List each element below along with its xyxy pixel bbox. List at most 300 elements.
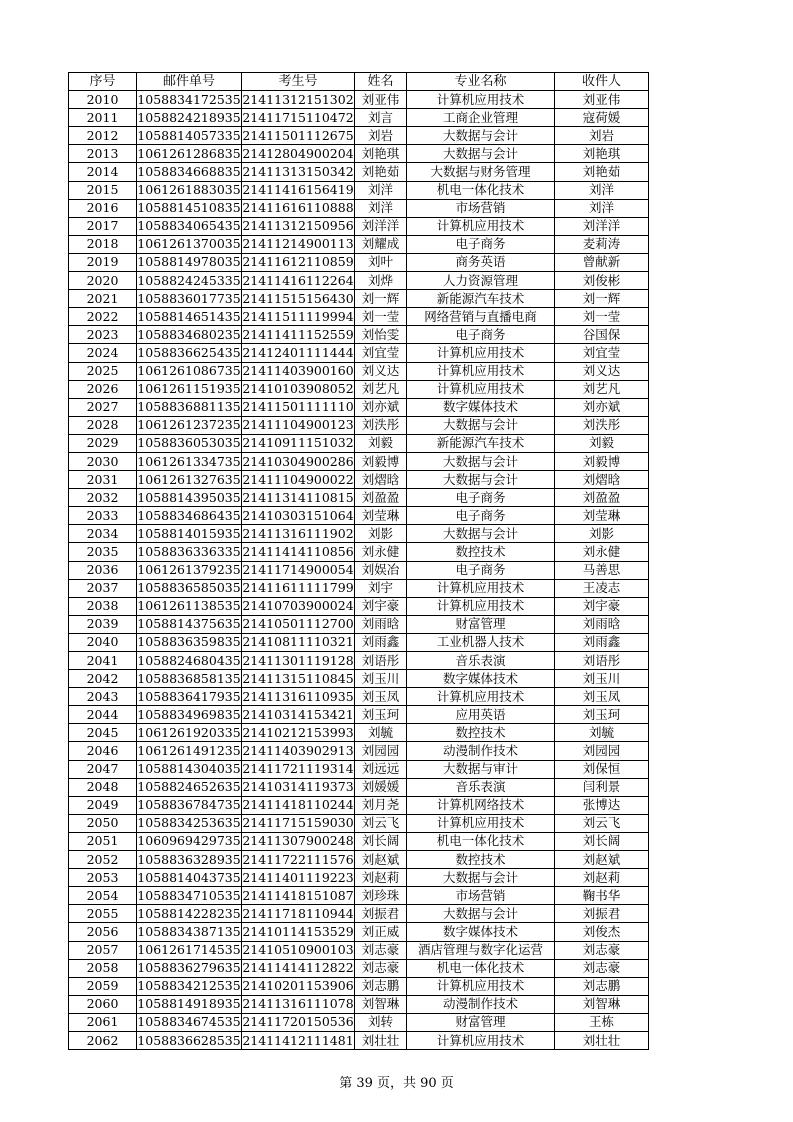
cell-mail-number: 1058836053035	[137, 434, 242, 452]
cell-major: 机电一体化技术	[407, 181, 555, 199]
cell-serial: 2016	[69, 199, 137, 217]
cell-recipient: 闫利景	[555, 778, 649, 796]
table-row	[69, 452, 649, 470]
cell-mail-number: 1061261714535	[137, 941, 242, 959]
cell-mail-number: 1058814015935	[137, 525, 242, 543]
cell-name: 刘智琳	[355, 995, 407, 1013]
cell-exam-number: 21411616110888	[242, 199, 355, 217]
mail-list-table	[68, 72, 649, 1050]
cell-mail-number: 1061261237235	[137, 416, 242, 434]
table-row	[69, 814, 649, 832]
cell-recipient: 刘泆彤	[555, 416, 649, 434]
cell-exam-number: 21411316110935	[242, 688, 355, 706]
table-row	[69, 525, 649, 543]
cell-serial: 2037	[69, 579, 137, 597]
cell-recipient: 刘玉珂	[555, 706, 649, 724]
cell-mail-number: 1061261920335	[137, 724, 242, 742]
cell-name: 刘园园	[355, 742, 407, 760]
cell-exam-number: 21411416112264	[242, 272, 355, 290]
cell-serial: 2041	[69, 652, 137, 670]
cell-mail-number: 1061261883035	[137, 181, 242, 199]
table-row	[69, 760, 649, 778]
cell-mail-number: 1058814043735	[137, 869, 242, 887]
cell-major: 数控技术	[407, 724, 555, 742]
table-row	[69, 326, 649, 344]
cell-serial: 2015	[69, 181, 137, 199]
cell-major: 数字媒体技术	[407, 398, 555, 416]
cell-major: 大数据与审计	[407, 760, 555, 778]
cell-mail-number: 1058814918935	[137, 995, 242, 1013]
cell-name: 刘亦斌	[355, 398, 407, 416]
cell-mail-number: 1058836858135	[137, 670, 242, 688]
cell-mail-number: 1058836017735	[137, 290, 242, 308]
cell-name: 刘耀成	[355, 235, 407, 253]
cell-serial: 2047	[69, 760, 137, 778]
cell-serial: 2058	[69, 959, 137, 977]
table-row	[69, 416, 649, 434]
cell-serial: 2026	[69, 380, 137, 398]
cell-mail-number: 1058834969835	[137, 706, 242, 724]
cell-mail-number: 1061261491235	[137, 742, 242, 760]
cell-mail-number: 1061261086735	[137, 362, 242, 380]
cell-exam-number: 21410510900103	[242, 941, 355, 959]
cell-name: 刘亚伟	[355, 91, 407, 109]
cell-name: 刘洋	[355, 181, 407, 199]
cell-serial: 2051	[69, 832, 137, 850]
header-serial: 序号	[69, 73, 137, 91]
cell-name: 刘志豪	[355, 959, 407, 977]
cell-mail-number: 1058834065435	[137, 217, 242, 235]
cell-major: 动漫制作技术	[407, 995, 555, 1013]
cell-recipient: 寇荷媛	[555, 109, 649, 127]
cell-mail-number: 1058824680435	[137, 652, 242, 670]
cell-exam-number: 21410501112700	[242, 615, 355, 633]
cell-mail-number: 1058834680235	[137, 326, 242, 344]
cell-name: 刘一辉	[355, 290, 407, 308]
table-row	[69, 905, 649, 923]
cell-recipient: 刘盈盈	[555, 489, 649, 507]
cell-name: 刘艳琪	[355, 145, 407, 163]
cell-name: 刘永健	[355, 543, 407, 561]
cell-name: 刘宇豪	[355, 597, 407, 615]
cell-major: 应用英语	[407, 706, 555, 724]
cell-mail-number: 1058836359835	[137, 633, 242, 651]
cell-mail-number: 1058834686435	[137, 507, 242, 525]
cell-serial: 2022	[69, 308, 137, 326]
cell-mail-number: 1061261370035	[137, 235, 242, 253]
table-row	[69, 253, 649, 271]
cell-recipient: 刘玉凤	[555, 688, 649, 706]
cell-recipient: 刘俊彬	[555, 272, 649, 290]
header-mail-number: 邮件单号	[137, 73, 242, 91]
cell-major: 新能源汽车技术	[407, 290, 555, 308]
cell-serial: 2049	[69, 796, 137, 814]
header-recipient: 收件人	[555, 73, 649, 91]
cell-mail-number: 1058834253635	[137, 814, 242, 832]
cell-major: 电子商务	[407, 326, 555, 344]
table-row	[69, 1013, 649, 1031]
cell-major: 数控技术	[407, 543, 555, 561]
cell-major: 电子商务	[407, 235, 555, 253]
table-row	[69, 127, 649, 145]
cell-exam-number: 21412401111444	[242, 344, 355, 362]
cell-recipient: 刘一莹	[555, 308, 649, 326]
table-row	[69, 217, 649, 235]
cell-exam-number: 21411214900113	[242, 235, 355, 253]
table-row	[69, 109, 649, 127]
header-major: 专业名称	[407, 73, 555, 91]
table-row	[69, 145, 649, 163]
table-row	[69, 887, 649, 905]
cell-serial: 2038	[69, 597, 137, 615]
cell-recipient: 刘宜莹	[555, 344, 649, 362]
cell-recipient: 刘志豪	[555, 959, 649, 977]
cell-major: 音乐表演	[407, 778, 555, 796]
cell-exam-number: 21411722111576	[242, 851, 355, 869]
table-row	[69, 561, 649, 579]
cell-serial: 2014	[69, 163, 137, 181]
cell-name: 刘洋	[355, 199, 407, 217]
header-name: 姓名	[355, 73, 407, 91]
table-row	[69, 832, 649, 850]
cell-exam-number: 21411715159030	[242, 814, 355, 832]
table-row	[69, 471, 649, 489]
cell-exam-number: 21411312150956	[242, 217, 355, 235]
cell-mail-number: 1061261286835	[137, 145, 242, 163]
cell-mail-number: 1058834674535	[137, 1013, 242, 1031]
cell-recipient: 刘影	[555, 525, 649, 543]
cell-recipient: 刘志鹏	[555, 977, 649, 995]
cell-major: 机电一体化技术	[407, 959, 555, 977]
cell-name: 刘毓	[355, 724, 407, 742]
cell-exam-number: 21411314110815	[242, 489, 355, 507]
cell-exam-number: 21411316111078	[242, 995, 355, 1013]
table-row	[69, 507, 649, 525]
cell-serial: 2055	[69, 905, 137, 923]
cell-serial: 2050	[69, 814, 137, 832]
cell-recipient: 刘洋洋	[555, 217, 649, 235]
cell-serial: 2025	[69, 362, 137, 380]
cell-serial: 2053	[69, 869, 137, 887]
cell-mail-number: 1058836784735	[137, 796, 242, 814]
cell-name: 刘言	[355, 109, 407, 127]
cell-exam-number: 21410314153421	[242, 706, 355, 724]
cell-exam-number: 21411403902913	[242, 742, 355, 760]
cell-exam-number: 21412804900204	[242, 145, 355, 163]
table-row	[69, 706, 649, 724]
cell-recipient: 刘艳琪	[555, 145, 649, 163]
cell-exam-number: 21410201153906	[242, 977, 355, 995]
cell-name: 刘娱冶	[355, 561, 407, 579]
table-row	[69, 181, 649, 199]
table-row	[69, 1031, 649, 1049]
cell-recipient: 刘志豪	[555, 941, 649, 959]
table-row	[69, 778, 649, 796]
cell-recipient: 刘洋	[555, 199, 649, 217]
cell-name: 刘语彤	[355, 652, 407, 670]
cell-mail-number: 1058834387135	[137, 923, 242, 941]
cell-exam-number: 21411416156419	[242, 181, 355, 199]
cell-exam-number: 21411412111481	[242, 1031, 355, 1049]
cell-serial: 2028	[69, 416, 137, 434]
cell-recipient: 刘园园	[555, 742, 649, 760]
cell-exam-number: 21411312151302	[242, 91, 355, 109]
table-row	[69, 941, 649, 959]
cell-recipient: 刘义达	[555, 362, 649, 380]
cell-exam-number: 21411515156430	[242, 290, 355, 308]
cell-mail-number: 1058834668835	[137, 163, 242, 181]
cell-name: 刘正威	[355, 923, 407, 941]
cell-name: 刘宜莹	[355, 344, 407, 362]
cell-major: 电子商务	[407, 489, 555, 507]
cell-major: 人力资源管理	[407, 272, 555, 290]
cell-name: 刘远远	[355, 760, 407, 778]
cell-name: 刘一莹	[355, 308, 407, 326]
cell-recipient: 刘毅	[555, 434, 649, 452]
cell-mail-number: 1060969429735	[137, 832, 242, 850]
table-row	[69, 724, 649, 742]
cell-exam-number: 21410811110321	[242, 633, 355, 651]
cell-name: 刘艳茹	[355, 163, 407, 181]
cell-exam-number: 21411104900123	[242, 416, 355, 434]
cell-exam-number: 21411715110472	[242, 109, 355, 127]
cell-mail-number: 1058836328935	[137, 851, 242, 869]
table-row	[69, 869, 649, 887]
cell-recipient: 谷国保	[555, 326, 649, 344]
cell-mail-number: 1058836881135	[137, 398, 242, 416]
table-row	[69, 995, 649, 1013]
cell-recipient: 鞠书华	[555, 887, 649, 905]
cell-exam-number: 21411714900054	[242, 561, 355, 579]
cell-serial: 2021	[69, 290, 137, 308]
cell-recipient: 刘莹琳	[555, 507, 649, 525]
table-row	[69, 923, 649, 941]
cell-serial: 2039	[69, 615, 137, 633]
cell-recipient: 刘振君	[555, 905, 649, 923]
cell-name: 刘珍珠	[355, 887, 407, 905]
cell-mail-number: 1061261138535	[137, 597, 242, 615]
cell-major: 新能源汽车技术	[407, 434, 555, 452]
cell-serial: 2044	[69, 706, 137, 724]
cell-major: 大数据与会计	[407, 145, 555, 163]
cell-major: 计算机网络技术	[407, 796, 555, 814]
cell-serial: 2035	[69, 543, 137, 561]
table-header-row	[69, 73, 649, 91]
cell-serial: 2013	[69, 145, 137, 163]
cell-major: 市场营销	[407, 887, 555, 905]
cell-major: 电子商务	[407, 507, 555, 525]
cell-major: 音乐表演	[407, 652, 555, 670]
table-row	[69, 489, 649, 507]
cell-serial: 2054	[69, 887, 137, 905]
cell-mail-number: 1058814375635	[137, 615, 242, 633]
cell-major: 大数据与会计	[407, 869, 555, 887]
cell-serial: 2032	[69, 489, 137, 507]
cell-recipient: 刘一辉	[555, 290, 649, 308]
cell-major: 计算机应用技术	[407, 597, 555, 615]
cell-major: 大数据与会计	[407, 127, 555, 145]
cell-name: 刘云飞	[355, 814, 407, 832]
cell-name: 刘志豪	[355, 941, 407, 959]
cell-mail-number: 1058836585035	[137, 579, 242, 597]
cell-exam-number: 21410103908052	[242, 380, 355, 398]
cell-name: 刘熠晗	[355, 471, 407, 489]
cell-exam-number: 21411315110845	[242, 670, 355, 688]
cell-exam-number: 21411414112822	[242, 959, 355, 977]
cell-name: 刘宇	[355, 579, 407, 597]
cell-mail-number: 1058824652635	[137, 778, 242, 796]
cell-mail-number: 1061261334735	[137, 452, 242, 470]
table-row	[69, 597, 649, 615]
cell-recipient: 刘熠晗	[555, 471, 649, 489]
cell-mail-number: 1058834710535	[137, 887, 242, 905]
table-row	[69, 434, 649, 452]
cell-serial: 2030	[69, 452, 137, 470]
cell-serial: 2019	[69, 253, 137, 271]
table-row	[69, 543, 649, 561]
cell-recipient: 刘艺凡	[555, 380, 649, 398]
cell-major: 计算机应用技术	[407, 362, 555, 380]
cell-name: 刘叶	[355, 253, 407, 271]
cell-major: 大数据与会计	[407, 905, 555, 923]
cell-name: 刘影	[355, 525, 407, 543]
table-body	[69, 91, 649, 1050]
cell-major: 数控技术	[407, 851, 555, 869]
cell-major: 财富管理	[407, 1013, 555, 1031]
cell-major: 计算机应用技术	[407, 579, 555, 597]
cell-name: 刘毅	[355, 434, 407, 452]
cell-major: 机电一体化技术	[407, 832, 555, 850]
cell-exam-number: 21411313150342	[242, 163, 355, 181]
cell-serial: 2043	[69, 688, 137, 706]
cell-major: 计算机应用技术	[407, 1031, 555, 1049]
cell-mail-number: 1058836279635	[137, 959, 242, 977]
cell-major: 大数据与会计	[407, 452, 555, 470]
cell-name: 刘雨鑫	[355, 633, 407, 651]
cell-exam-number: 21410304900286	[242, 452, 355, 470]
table-row	[69, 290, 649, 308]
cell-recipient: 刘洋	[555, 181, 649, 199]
cell-recipient: 王栋	[555, 1013, 649, 1031]
table-row	[69, 977, 649, 995]
table-row	[69, 615, 649, 633]
cell-name: 刘烨	[355, 272, 407, 290]
cell-serial: 2062	[69, 1031, 137, 1049]
cell-serial: 2057	[69, 941, 137, 959]
cell-serial: 2061	[69, 1013, 137, 1031]
cell-recipient: 刘毓	[555, 724, 649, 742]
cell-major: 大数据与会计	[407, 525, 555, 543]
table-row	[69, 652, 649, 670]
cell-mail-number: 1058814057335	[137, 127, 242, 145]
cell-name: 刘赵莉	[355, 869, 407, 887]
cell-name: 刘志鹏	[355, 977, 407, 995]
cell-recipient: 刘俊杰	[555, 923, 649, 941]
cell-exam-number: 21411411152559	[242, 326, 355, 344]
cell-mail-number: 1058836625435	[137, 344, 242, 362]
cell-serial: 2017	[69, 217, 137, 235]
cell-serial: 2056	[69, 923, 137, 941]
table-row	[69, 272, 649, 290]
cell-mail-number: 1058814395035	[137, 489, 242, 507]
table-row	[69, 688, 649, 706]
cell-mail-number: 1058836417935	[137, 688, 242, 706]
cell-major: 计算机应用技术	[407, 91, 555, 109]
cell-major: 计算机应用技术	[407, 688, 555, 706]
cell-exam-number: 21410303151064	[242, 507, 355, 525]
cell-exam-number: 21410314119373	[242, 778, 355, 796]
cell-major: 网络营销与直播电商	[407, 308, 555, 326]
table-row	[69, 344, 649, 362]
cell-mail-number: 1058834212535	[137, 977, 242, 995]
cell-mail-number: 1061261379235	[137, 561, 242, 579]
cell-name: 刘洋洋	[355, 217, 407, 235]
table-row	[69, 398, 649, 416]
cell-exam-number: 21411401119223	[242, 869, 355, 887]
cell-recipient: 曾献新	[555, 253, 649, 271]
cell-serial: 2024	[69, 344, 137, 362]
cell-recipient: 刘赵莉	[555, 869, 649, 887]
cell-recipient: 刘语彤	[555, 652, 649, 670]
cell-name: 刘玉凤	[355, 688, 407, 706]
cell-serial: 2045	[69, 724, 137, 742]
cell-recipient: 刘雨晗	[555, 615, 649, 633]
table-row	[69, 633, 649, 651]
cell-recipient: 刘毅博	[555, 452, 649, 470]
cell-name: 刘玉珂	[355, 706, 407, 724]
cell-name: 刘月尧	[355, 796, 407, 814]
cell-serial: 2029	[69, 434, 137, 452]
cell-exam-number: 21411418151087	[242, 887, 355, 905]
cell-exam-number: 21410703900024	[242, 597, 355, 615]
cell-name: 刘壮壮	[355, 1031, 407, 1049]
cell-mail-number: 1058814510835	[137, 199, 242, 217]
table-row	[69, 235, 649, 253]
cell-recipient: 刘智琳	[555, 995, 649, 1013]
cell-name: 刘毅博	[355, 452, 407, 470]
cell-exam-number: 21411501111110	[242, 398, 355, 416]
cell-serial: 2040	[69, 633, 137, 651]
cell-recipient: 刘保恒	[555, 760, 649, 778]
table-row	[69, 91, 649, 109]
cell-recipient: 刘永健	[555, 543, 649, 561]
cell-major: 市场营销	[407, 199, 555, 217]
cell-serial: 2060	[69, 995, 137, 1013]
cell-recipient: 王凌志	[555, 579, 649, 597]
cell-serial: 2059	[69, 977, 137, 995]
cell-mail-number: 1061261327635	[137, 471, 242, 489]
cell-recipient: 刘长阔	[555, 832, 649, 850]
cell-serial: 2052	[69, 851, 137, 869]
cell-serial: 2027	[69, 398, 137, 416]
cell-recipient: 马善思	[555, 561, 649, 579]
cell-recipient: 麦莉涛	[555, 235, 649, 253]
cell-name: 刘振君	[355, 905, 407, 923]
table-row	[69, 959, 649, 977]
table-row	[69, 742, 649, 760]
cell-exam-number: 21410114153529	[242, 923, 355, 941]
table-row	[69, 796, 649, 814]
cell-recipient: 刘亦斌	[555, 398, 649, 416]
cell-exam-number: 21411511119994	[242, 308, 355, 326]
cell-mail-number: 1061261151935	[137, 380, 242, 398]
cell-mail-number: 1058834172535	[137, 91, 242, 109]
cell-exam-number: 21411418110244	[242, 796, 355, 814]
cell-major: 计算机应用技术	[407, 814, 555, 832]
cell-exam-number: 21410212153993	[242, 724, 355, 742]
cell-recipient: 刘亚伟	[555, 91, 649, 109]
cell-name: 刘雨晗	[355, 615, 407, 633]
